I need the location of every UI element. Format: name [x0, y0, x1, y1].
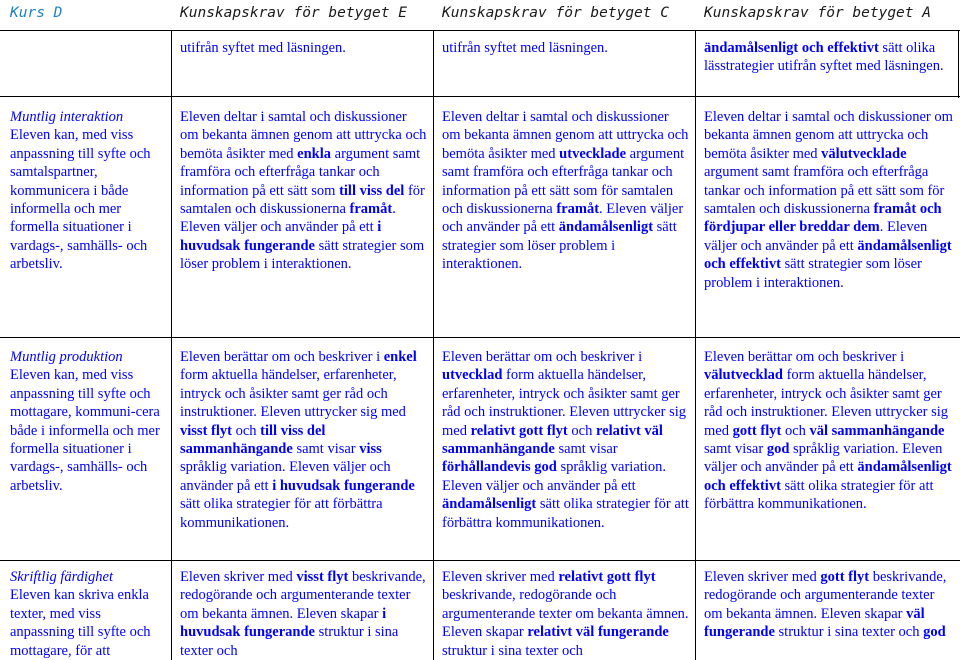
criteria-bold: god — [766, 441, 790, 458]
row-divider — [0, 560, 960, 561]
criteria-text: Eleven deltar i samtal och diskussioner om bekanta ämnen genom att uttrycka och bemöta åsikter med — [704, 109, 953, 162]
criteria-text: Eleven deltar i samtal och diskussioner om bekanta ämnen genom att uttrycka och bemöta åsikter med — [442, 109, 689, 162]
criteria-bold: relativt gott flyt — [470, 422, 568, 439]
criteria-text: och — [567, 422, 596, 439]
header-grade-e: Kunskapskrav för betyget E — [180, 5, 407, 21]
header-grade-c: Kunskapskrav för betyget C — [442, 5, 669, 21]
row-skriftlig-fardighet-desc — [10, 568, 166, 660]
criteria-text: för samtalen och diskussionerna — [180, 182, 425, 218]
top-row-a — [704, 39, 952, 76]
criteria-bold: relativt gott flyt — [558, 569, 656, 585]
criteria-text: sätt strategier som löser problem i interaktionen. — [442, 219, 677, 273]
section-description: Eleven kan, med viss anpassning till syfte och samtalspartner, kommunicera i både informella och mer formella situationer i vardags-, samhälls- och arbetsliv. — [10, 127, 151, 273]
criteria-bold: enkla — [297, 145, 332, 162]
criteria-text: sätt olika lässtrategier utifrån syftet med läsningen. — [704, 40, 944, 75]
criteria-text: samt visar — [292, 441, 360, 458]
criteria-bold: ändamålsenligt — [442, 496, 537, 513]
criteria-text: argument samt framföra och efterfråga tankar och information på ett sätt som för samtalen och diskussionerna — [704, 164, 945, 218]
criteria-text: form aktuella händelser, erfarenheter, intryck och åsikter samt ger råd och instruktioner. Eleven uttrycker sig med — [704, 367, 949, 439]
criteria-bold: relativt väl fungerande — [527, 624, 669, 641]
criteria-text: språklig variation. Eleven väljer och använder på ett — [442, 459, 666, 494]
column-divider — [958, 30, 959, 98]
criteria-text: sätt olika strategier för att förbättra kommunikationen. — [180, 496, 383, 531]
section-label: Muntlig produktion — [10, 349, 123, 365]
section-description: Eleven kan skriva enkla texter, med viss anpassning till syfte och mottagare, för att — [10, 587, 151, 659]
criteria-text: Eleven berättar om och beskriver i — [704, 349, 905, 365]
criteria-bold: framåt — [556, 201, 600, 218]
top-row-e — [180, 39, 426, 57]
top-row-c — [442, 39, 688, 57]
row-muntlig-produktion-c — [442, 348, 690, 532]
criteria-bold: i huvudsak fungerande — [180, 219, 382, 254]
header-course-d: Kurs D — [10, 5, 63, 21]
criteria-bold: ändamålsenligt och effektivt — [704, 459, 952, 494]
criteria-text: argument samt framföra och efterfråga tankar och information på ett sätt som för samtalen och diskussionerna — [442, 145, 685, 218]
criteria-bold: gott flyt — [732, 422, 782, 439]
criteria-text: beskrivande, redogörande och argumenterande texter om bekanta ämnen. Eleven skapar — [442, 587, 689, 641]
criteria-bold: i huvudsak fungerande — [272, 477, 415, 494]
row-muntlig-interaktion-e — [180, 108, 428, 274]
section-label: Muntlig interaktion — [10, 109, 124, 125]
criteria-text: sätt strategier som löser problem i interaktionen. — [180, 237, 425, 273]
criteria-text: form aktuella händelser, erfarenheter, intryck och åsikter samt ger råd och instruktioner. Eleven uttrycker sig med — [180, 367, 406, 421]
criteria-text: språklig variation. Eleven väljer och använder på ett — [704, 441, 943, 476]
criteria-text: Eleven berättar om och beskriver i — [442, 349, 643, 365]
criteria-text: sätt olika strategier för att förbättra kommunikationen. — [704, 477, 934, 513]
criteria-text: . Eleven väljer och använder på ett — [180, 201, 396, 236]
criteria-text: utifrån syftet med läsningen. — [442, 40, 608, 56]
criteria-text: och — [231, 422, 261, 439]
criteria-text: samt visar — [704, 441, 767, 458]
criteria-bold: utvecklade — [559, 145, 627, 162]
header-grade-a: Kunskapskrav för betyget A — [704, 5, 931, 21]
criteria-text: sätt olika strategier för att förbättra kommunikationen. — [442, 496, 689, 531]
criteria-text: och — [781, 422, 810, 439]
criteria-bold: välutvecklad — [704, 367, 783, 384]
column-divider — [433, 30, 434, 660]
criteria-text: argument samt framföra och efterfråga tankar och information på ett sätt som — [180, 145, 421, 199]
criteria-bold: viss — [359, 441, 382, 458]
criteria-bold: god — [923, 624, 946, 641]
criteria-text: . Eleven väljer och använder på ett — [704, 219, 928, 254]
criteria-bold: gott flyt — [820, 569, 870, 585]
column-divider — [695, 30, 696, 660]
criteria-text: sätt strategier som löser problem i interaktionen. — [704, 256, 922, 291]
row-divider — [0, 337, 960, 338]
criteria-text: utifrån syftet med läsningen. — [180, 40, 346, 56]
criteria-table — [0, 30, 960, 660]
row-skriftlig-fardighet-e — [180, 568, 428, 660]
table-header — [0, 0, 960, 31]
criteria-bold: ändamålsenligt och effektivt — [704, 40, 879, 56]
criteria-text: beskrivande, redogörande och argumenterande texter om bekanta ämnen. Eleven skapar — [180, 569, 426, 622]
criteria-bold: visst flyt — [180, 422, 232, 439]
criteria-bold: visst flyt — [296, 569, 349, 585]
criteria-text: form aktuella händelser, erfarenheter, intryck och åsikter samt ger råd och instruktioner. Eleven uttrycker sig med — [442, 367, 687, 439]
criteria-text: struktur i sina texter och — [180, 624, 399, 659]
criteria-text: Eleven skriver med — [442, 569, 559, 585]
criteria-bold: ändamålsenligt — [558, 219, 654, 236]
row-muntlig-interaktion-a — [704, 108, 954, 292]
criteria-bold: till viss del — [339, 182, 405, 199]
criteria-text: beskrivande, redogörande och argumenterande texter om bekanta ämnen. Eleven skapar — [704, 569, 947, 622]
row-skriftlig-fardighet-a — [704, 568, 954, 642]
row-muntlig-interaktion-desc — [10, 108, 166, 274]
criteria-bold: välutvecklade — [821, 145, 907, 162]
criteria-bold: framåt — [349, 201, 393, 218]
criteria-text: Eleven deltar i samtal och diskussioner om bekanta ämnen genom att uttrycka och bemöta åsikter med — [180, 109, 427, 162]
criteria-text: Eleven skriver med — [180, 569, 297, 585]
criteria-text: Eleven berättar om och beskriver i — [180, 349, 384, 365]
row-muntlig-produktion-e — [180, 348, 428, 532]
criteria-text: Eleven skriver med — [704, 569, 821, 585]
criteria-bold: förhållandevis god — [442, 459, 557, 476]
criteria-bold: enkel — [383, 349, 417, 365]
section-description: Eleven kan, med viss anpassning till syfte och mottagare, kommuni-cera både i informella och mer formella situationer i vardags-, samhälls- och arbetsliv. — [10, 367, 160, 494]
criteria-bold: utvecklad — [442, 367, 503, 384]
section-label: Skriftlig färdighet — [10, 569, 113, 585]
row-muntlig-produktion-a — [704, 348, 954, 514]
criteria-bold: till viss del sammanhängande — [180, 422, 326, 458]
criteria-bold: väl fungerande — [704, 605, 925, 641]
criteria-bold: framåt och fördjupar eller breddar dem — [704, 201, 942, 236]
row-skriftlig-fardighet-c — [442, 568, 690, 660]
row-divider — [0, 96, 960, 97]
column-divider — [171, 30, 172, 660]
criteria-bold: relativt väl sammanhängande — [442, 422, 663, 458]
row-muntlig-produktion-desc — [10, 348, 166, 495]
criteria-text: struktur i sina texter och — [442, 642, 583, 659]
row-muntlig-interaktion-c — [442, 108, 690, 274]
criteria-text: språklig variation. Eleven väljer och använder på ett — [180, 459, 391, 494]
criteria-text: samt visar — [554, 441, 618, 458]
criteria-bold: väl sammanhängande — [809, 422, 945, 439]
criteria-bold: i huvudsak fungerande — [180, 605, 387, 641]
criteria-text: struktur i sina texter och — [774, 624, 924, 641]
criteria-text: . Eleven väljer och använder på ett — [442, 201, 684, 236]
criteria-bold: ändamålsenligt och effektivt — [704, 237, 952, 273]
